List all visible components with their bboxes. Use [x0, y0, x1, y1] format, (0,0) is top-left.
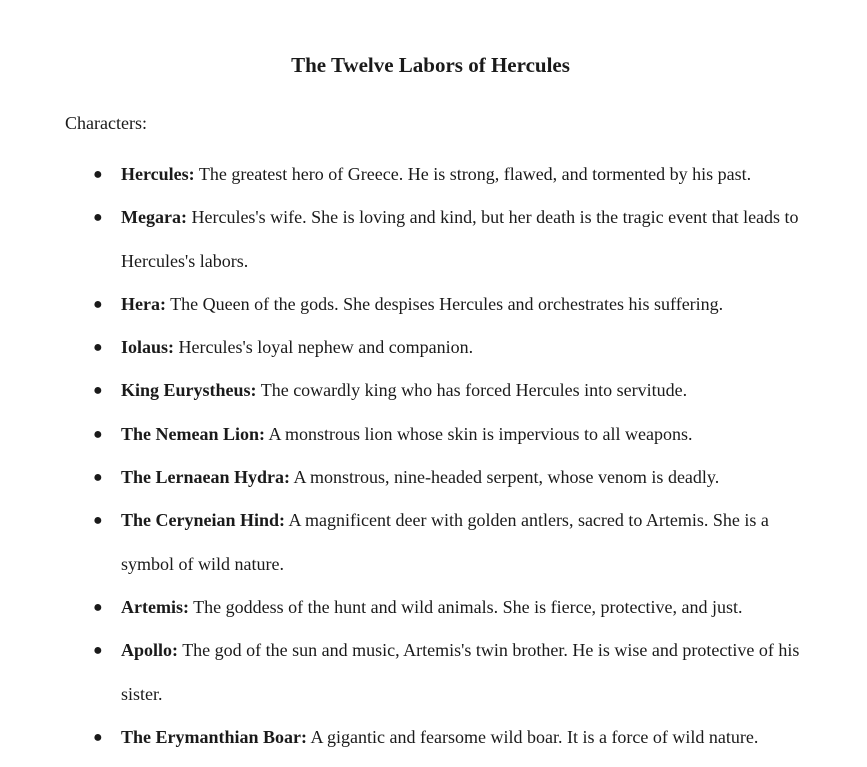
- bullet-icon: ●: [93, 295, 103, 313]
- character-description: A gigantic and fearsome wild boar. It is a force of wild nature.: [307, 726, 759, 747]
- character-description: A monstrous, nine-headed serpent, whose venom is deadly.: [290, 467, 720, 488]
- bullet-icon: ●: [93, 469, 103, 487]
- character-description: The cowardly king who has forced Hercules into servitude.: [256, 380, 688, 401]
- character-name: The Nemean Lion:: [121, 423, 265, 444]
- character-name: The Ceryneian Hind:: [121, 510, 286, 531]
- character-description: The Queen of the gods. She despises Hercules and orchestrates his suffering.: [165, 293, 724, 314]
- character-name: The Lernaean Hydra:: [121, 467, 290, 488]
- character-name: Apollo:: [121, 640, 179, 661]
- character-name: The Erymanthian Boar:: [121, 726, 308, 747]
- characters-heading: Characters:: [65, 113, 147, 133]
- list-item: [0, 413, 867, 456]
- list-item: [0, 716, 867, 759]
- character-name: King Eurystheus:: [121, 380, 257, 401]
- character-description: Hercules's wife. She is loving and kind, but her death is the tragic event that leads to Hercules's labors.: [121, 207, 799, 271]
- list-item: [0, 196, 867, 283]
- bullet-icon: ●: [93, 382, 103, 400]
- bullet-icon: ●: [93, 598, 103, 616]
- character-list: [0, 153, 867, 759]
- bullet-icon: ●: [93, 728, 103, 746]
- character-description: The god of the sun and music, Artemis's twin brother. He is wise and protective of his sister.: [121, 640, 800, 704]
- bullet-icon: ●: [93, 642, 103, 660]
- character-name: Megara:: [121, 207, 187, 228]
- list-item: [0, 586, 867, 629]
- bullet-icon: ●: [93, 512, 103, 530]
- character-description: A magnificent deer with golden antlers, sacred to Artemis. She is a symbol of wild nature.: [121, 510, 769, 574]
- list-item: [0, 283, 867, 326]
- document-title: The Twelve Labors of Hercules: [291, 53, 570, 77]
- list-item: [0, 153, 867, 196]
- bullet-icon: ●: [93, 209, 103, 227]
- list-item: [0, 499, 867, 586]
- character-name: Iolaus:: [121, 337, 175, 358]
- bullet-icon: ●: [93, 339, 103, 357]
- character-description: A monstrous lion whose skin is impervious to all weapons.: [265, 423, 693, 444]
- character-description: The goddess of the hunt and wild animals. She is fierce, protective, and just.: [188, 596, 743, 617]
- bullet-icon: ●: [93, 166, 103, 183]
- list-item: [0, 456, 867, 499]
- list-item: [0, 369, 867, 412]
- list-item: [0, 326, 867, 369]
- character-description: Hercules's loyal nephew and companion.: [174, 337, 474, 358]
- character-name: Hera:: [121, 293, 166, 314]
- list-item: [0, 629, 867, 716]
- character-description: The greatest hero of Greece. He is strong, flawed, and tormented by his past.: [194, 164, 752, 184]
- character-name: Hercules:: [121, 164, 195, 184]
- bullet-icon: ●: [93, 425, 103, 443]
- character-name: Artemis:: [121, 596, 189, 617]
